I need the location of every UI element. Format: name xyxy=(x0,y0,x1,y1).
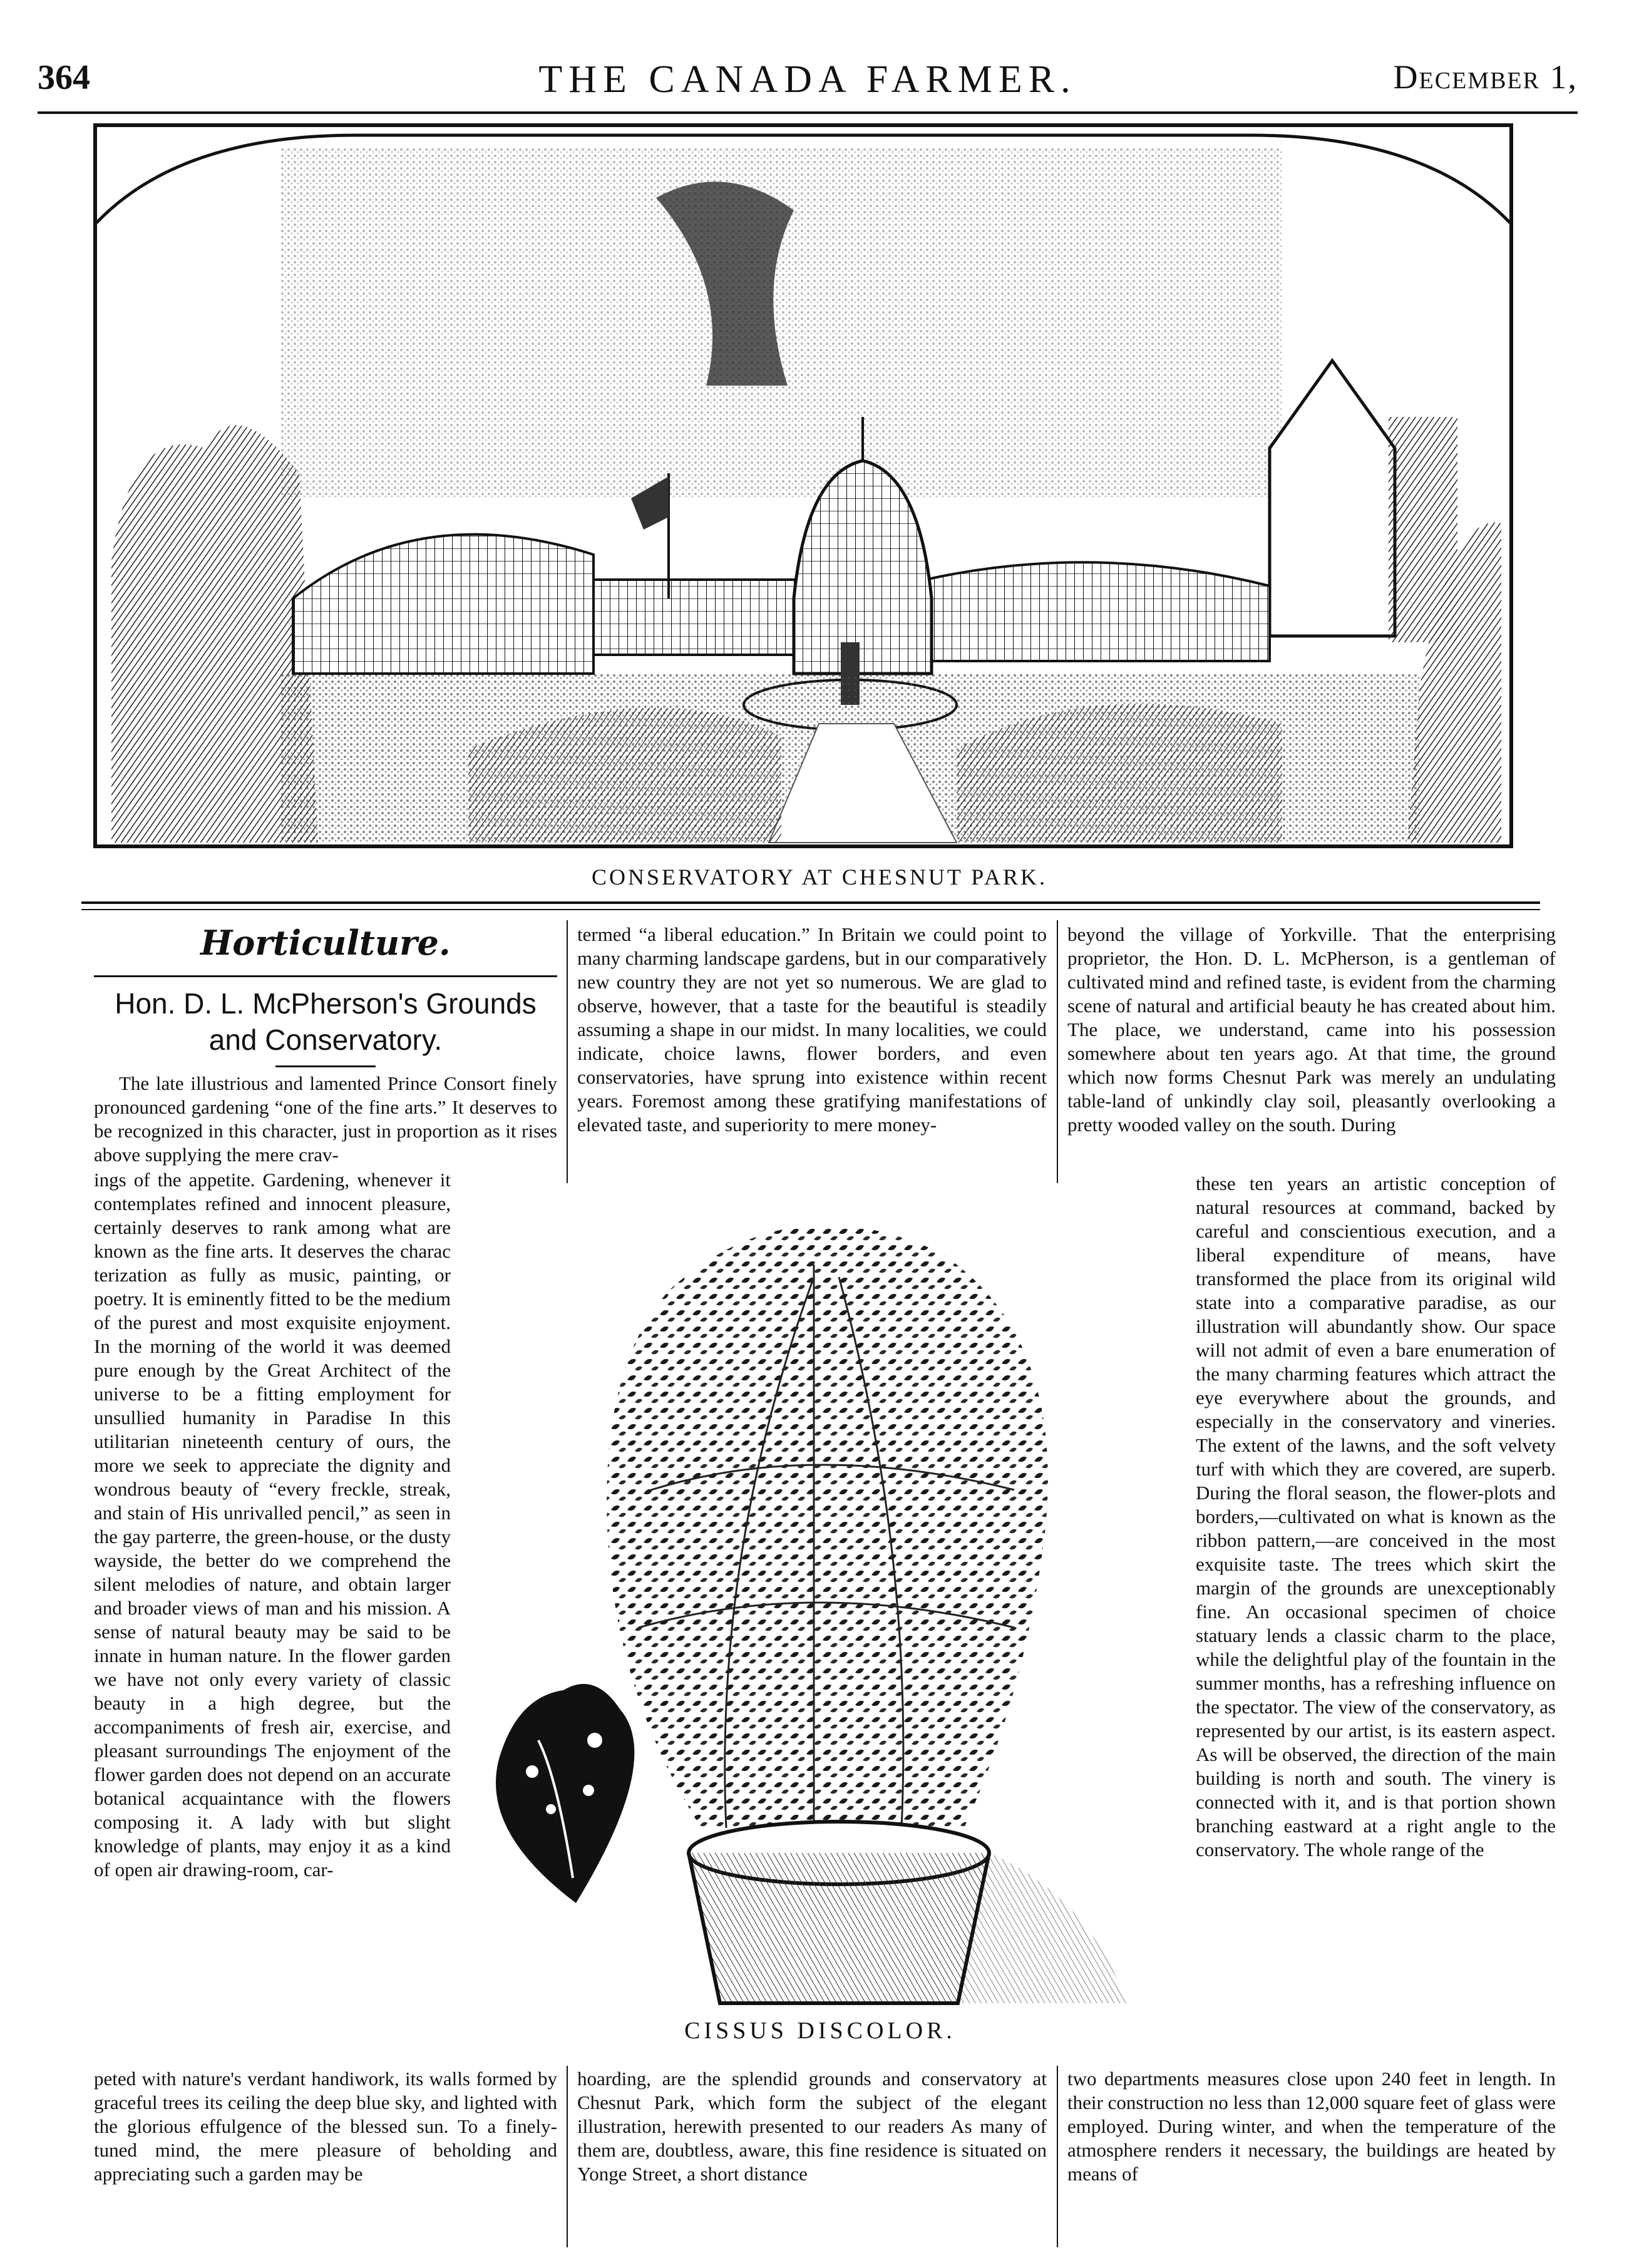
conservatory-engraving xyxy=(93,123,1514,849)
column-rule-2 xyxy=(1057,920,1058,1183)
article-title: Hon. D. L. McPherson's Grounds and Conservatory. xyxy=(115,987,537,1056)
col1-paragraph-wide: The late illustrious and lamented Prince Consort finely pronounced gardening “one of the fine arts.” It deserves to be recognized in this character, just in proportion as it rises above supplying the mere crav- xyxy=(94,1072,557,1166)
col2-text-top xyxy=(577,923,1047,1137)
col3-text-wide xyxy=(1067,923,1556,1137)
department-rule xyxy=(94,975,557,977)
page-header xyxy=(38,58,1578,108)
col1-text-wide xyxy=(94,1072,557,1167)
col1-text-narrow xyxy=(94,1168,451,1882)
issue-date: December 1, xyxy=(1393,58,1578,96)
department-heading: Horticulture. xyxy=(200,923,451,963)
column-rule-2b xyxy=(1057,2066,1058,2247)
col3-paragraph-bottom: two departments measures close upon 240 feet in length. In their construction no less than 12,000 square feet of glass were employed. During winter, and when the temperature of the atmosphere renders it necessary, the buildings are heated by means of xyxy=(1067,2068,1556,2185)
col3-paragraph-narrow: these ten years an artistic conception of natural resources at command, backed by careful and conscientious execution, and a liberal expenditure of means, have transformed the place from its original wild state into a comparative paradise, as our illustration will abundantly show. Our space will not admit of even a bare enumeration of the many charming features which attract the eye everywhere about the grounds, and especially in the conservatory and vineries. The extent of the lawns, and the soft velvety turf with which they are covered, are superb. During the floral season, the flower-plots and borders,—cultivated on what is known as the ribbon pattern,—are conceived in the most exquisite taste. The trees which skirt the margin of the grounds are unexceptionably fine. An occasional specimen of choice statuary lends a classic charm to the place, while the delightful play of the fountain in the summer months, has a refreshing influence on the spectator. The view of the conservatory, as represented by our artist, is its eastern aspect. As will be observed, the direction of the main building is north and south. The vinery is connected with it, and is that portion shown branching eastward at a right angle to the conservatory. The whole range of the xyxy=(1196,1172,1556,1860)
col3-text-narrow xyxy=(1196,1172,1556,1862)
masthead: THE CANADA FARMER. xyxy=(538,58,1077,101)
column-rule-1b xyxy=(567,2066,568,2247)
caption-rule xyxy=(81,901,1540,904)
col3-text-bottom xyxy=(1067,2067,1556,2186)
page-number: 364 xyxy=(38,58,90,97)
caption-rule-2 xyxy=(81,909,1540,910)
plant-caption: CISSUS DISCOLOR. xyxy=(684,2018,956,2044)
col1-paragraph-narrow: ings of the appetite. Gardening, whenever it contemplates refined and innocent pleasure, certainly deserves to rank among what are known as the fine arts. It deserves the charac terization as fully as music, painting, or poetry. It is eminently fitted to be the medium of the purest and most exquisite enjoyment. In the morning of the world it was deemed pure enough by the Great Architect of the universe to be a fitting employment for unsullied humanity in Paradise In this utilitarian nineteenth century of ours, the more we seek to appreciate the dignity and wondrous beauty of “every freckle, streak, and stain of His unrivalled pencil,” as seen in the gay parterre, the green-house, or the dusty wayside, the better do we comprehend the silent melodies of nature, and obtain larger and broader views of man and his mission. A sense of natural beauty may be said to be innate in human nature. In the flower garden we have not only every variety of classic beauty in a high degree, but the accompaniments of fresh air, exercise, and pleasant surroundings The enjoyment of the flower garden does not depend on an accurate botanical acquaintance with the flowers composing it. A lady with but slight knowledge of plants, may enjoy it as a kind of open air drawing-room, car- xyxy=(94,1169,451,1881)
col3-paragraph-wide: beyond the village of Yorkville. That the enterprising proprietor, the Hon. D. L. McPherson, is a gentleman of cultivated mind and refined taste, is evident from the charming scene of natural and artificial beauty he has created about him. The place, we understand, came into his possession somewhere about ten years ago. At that time, the ground which now forms Chesnut Park was merely an undulating table-land of unkindly clay soil, pleasantly overlooking a pretty wooded valley on the south. During xyxy=(1067,923,1556,1136)
col2-text-bottom xyxy=(577,2067,1047,2186)
col2-paragraph-top: termed “a liberal education.” In Britain we could point to many charming landscape gardens, but in our comparatively new country they are not yet so numerous. We are glad to observe, however, that a taste for the beautiful is steadily assuming a shape in our midst. In many localities, we could indicate, choice lawns, flower borders, and even conservatories, have sprung into existence within recent years. Foremost among these gratifying manifestations of elevated taste, and superiority to mere money- xyxy=(577,923,1047,1136)
col2-paragraph-bottom: hoarding, are the splendid grounds and conservatory at Chesnut Park, which form the subject of the elegant illustration, herewith presented to our readers As many of them are, doubtless, aware, this fine residence is situated on Yonge Street, a short distance xyxy=(577,2068,1047,2185)
col1-paragraph-bottom: peted with nature's verdant handiwork, its walls formed by graceful trees its ceiling the deep blue sky, and lighted with the glorious effulgence of the blessed sun. To a finely-tuned mind, the mere pleasure of beholding and appreciating such a garden may be xyxy=(94,2068,557,2185)
illustration-caption: CONSERVATORY AT CHESNUT PARK. xyxy=(592,865,1047,890)
header-rule xyxy=(38,111,1578,114)
title-rule xyxy=(275,1065,376,1067)
col1-text-bottom xyxy=(94,2067,557,2186)
cissus-discolor-engraving xyxy=(463,1177,1158,2022)
column-rule-1 xyxy=(567,920,568,1183)
